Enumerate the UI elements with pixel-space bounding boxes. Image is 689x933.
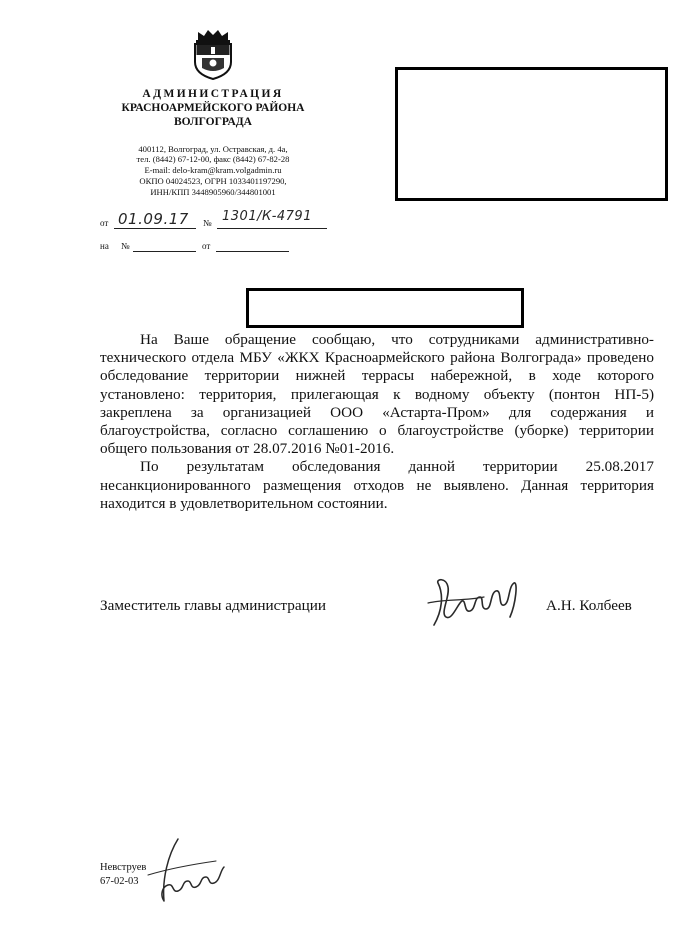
org-name-line1: АДМИНИСТРАЦИЯ	[142, 88, 284, 100]
executor-name: Невструев	[100, 862, 147, 873]
phone-line: тел. (8442) 67-12-00, факс (8442) 67-82-28	[136, 154, 290, 164]
email-line: E-mail: delo-kram@kram.volgadmin.ru	[144, 165, 282, 175]
ref-to-number-label: №	[121, 241, 130, 251]
ref-to-from-label: от	[202, 241, 211, 251]
redacted-recipient-box	[395, 67, 668, 201]
ref-to-number-underline	[133, 238, 196, 252]
ref-date-handwritten: 01.09.17	[118, 210, 189, 228]
signatory-position: Заместитель главы администрации	[100, 597, 326, 614]
body-paragraph-2: По результатам обследования данной территории 25.08.2017 несанкционированного размещения отходов не выявлено. Данная территория находится в удовлетворительном состоянии.	[100, 458, 654, 512]
ref-number-handwritten: 1301/К-4791	[222, 209, 312, 224]
redacted-subject-box	[246, 288, 524, 328]
okpo-line: ОКПО 04024523, ОГРН 1033401197290,	[139, 176, 287, 186]
org-name-line2: КРАСНОАРМЕЙСКОГО РАЙОНА	[121, 102, 305, 114]
inn-line: ИНН/КПП 3448905960/344801001	[150, 187, 276, 197]
ref-number-label: №	[203, 218, 212, 228]
ref-to-date-underline	[216, 238, 289, 252]
ref-from-label: от	[100, 218, 109, 228]
volgograd-coat-of-arms-icon	[190, 28, 236, 80]
org-name-line3: ВОЛГОГРАДА	[174, 116, 252, 128]
letter-body	[100, 331, 654, 513]
address-line: 400112, Волгоград, ул. Остравская, д. 4а,	[138, 144, 288, 154]
executor-phone: 67-02-03	[100, 876, 139, 887]
body-paragraph-1: На Ваше обращение сообщаю, что сотрудниками административно-технического отдела МБУ «ЖКХ Красноармейского района Волгограда» проведено обследование территории нижней террасы набережной, в ходе которого установлено: территория, прилегающая к водному объекту (понтон НП-5) закреплена за организацией ООО «Астарта-Пром» для содержания и благоустройства, согласно соглашению о благоустройстве (уборке) территории общего пользования от 28.07.2016 №01-2016.	[100, 331, 654, 458]
signatory-name: А.Н. Колбеев	[546, 597, 632, 614]
ref-to-label: на	[100, 241, 109, 251]
handwritten-signature	[424, 573, 524, 631]
handwritten-initials	[138, 835, 230, 907]
